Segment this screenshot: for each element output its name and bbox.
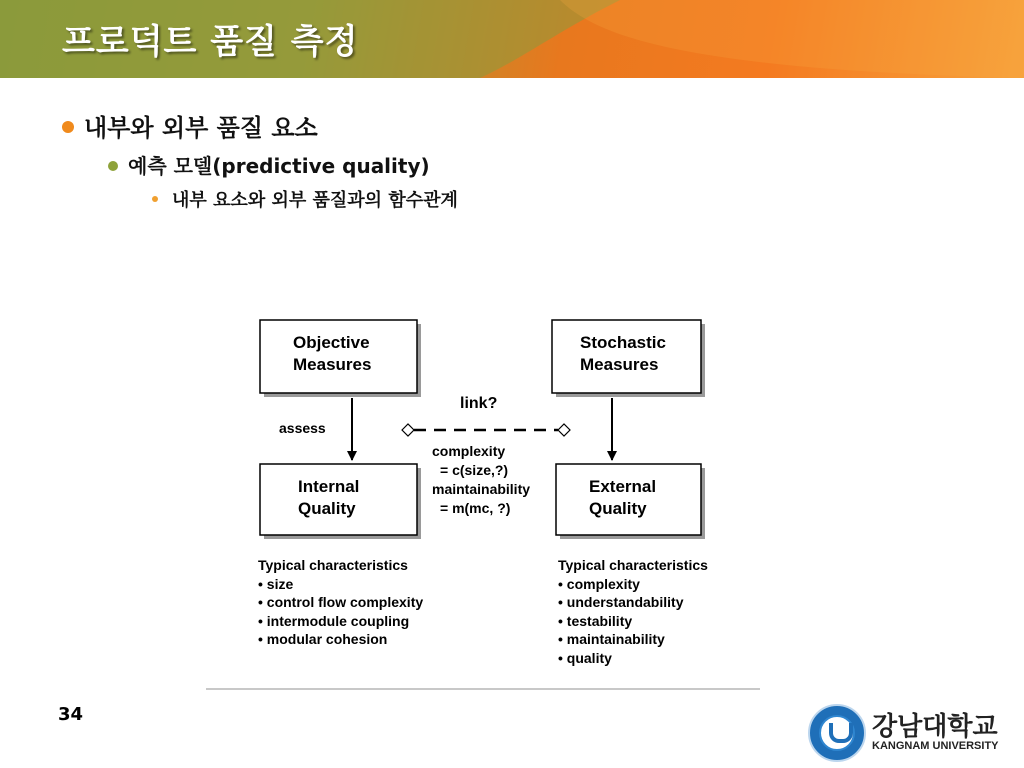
university-seal-icon: [808, 704, 866, 762]
internal-label-line1: Internal: [298, 477, 360, 496]
external-characteristics-list: [558, 557, 708, 666]
stochastic-label-line2: Measures: [580, 355, 659, 374]
internal-characteristics-list: [258, 557, 423, 647]
list-item: • complexity: [558, 576, 640, 592]
list-item: • understandability: [558, 594, 684, 610]
list-item: • size: [258, 576, 294, 592]
external-label-line1: External: [589, 477, 657, 496]
objective-measures-box: [260, 320, 421, 397]
logo-name-korean: 강남대학교: [872, 712, 998, 742]
list-item: • intermodule coupling: [258, 613, 410, 629]
stochastic-label-line1: Stochastic: [580, 333, 666, 352]
page-number: 34: [58, 704, 84, 725]
external-label-line2: Quality: [589, 499, 647, 518]
link-label: link?: [460, 395, 498, 412]
slide-title: 프로덕트 품질 측정: [62, 22, 359, 62]
logo-name-english: KANGNAM UNIVERSITY: [872, 740, 999, 752]
formula-text: [432, 443, 530, 516]
internal-quality-box: [260, 464, 421, 539]
assess-label: assess: [279, 420, 326, 436]
external-quality-box: [556, 464, 705, 539]
list-item: • maintainability: [558, 631, 665, 647]
list-item: • testability: [558, 613, 633, 629]
formula-line1: complexity: [432, 443, 506, 459]
list-item: • control flow complexity: [258, 594, 424, 610]
formula-line2: = c(size,?): [440, 462, 509, 478]
external-characteristics-heading: Typical characteristics: [558, 557, 708, 573]
stochastic-measures-box: [552, 320, 705, 397]
bullet-level1-text: 내부와 외부 품질 요소: [84, 114, 318, 142]
internal-characteristics-heading: Typical characteristics: [258, 557, 408, 573]
link-right-diamond-icon: [558, 424, 570, 436]
objective-label-line1: Objective: [293, 333, 370, 352]
objective-label-line2: Measures: [293, 355, 372, 374]
university-logo: [808, 704, 1018, 762]
formula-line4: = m(mc, ?): [440, 500, 511, 516]
bullet-level3-text: 내부 요소와 외부 품질과의 함수관계: [172, 190, 458, 211]
list-item: • quality: [558, 650, 612, 666]
formula-line3: maintainability: [432, 481, 531, 497]
internal-label-line2: Quality: [298, 499, 356, 518]
link-left-diamond-icon: [402, 424, 414, 436]
list-item: • modular cohesion: [258, 631, 388, 647]
bullet-level2-text: 예측 모델(predictive quality): [128, 154, 430, 178]
